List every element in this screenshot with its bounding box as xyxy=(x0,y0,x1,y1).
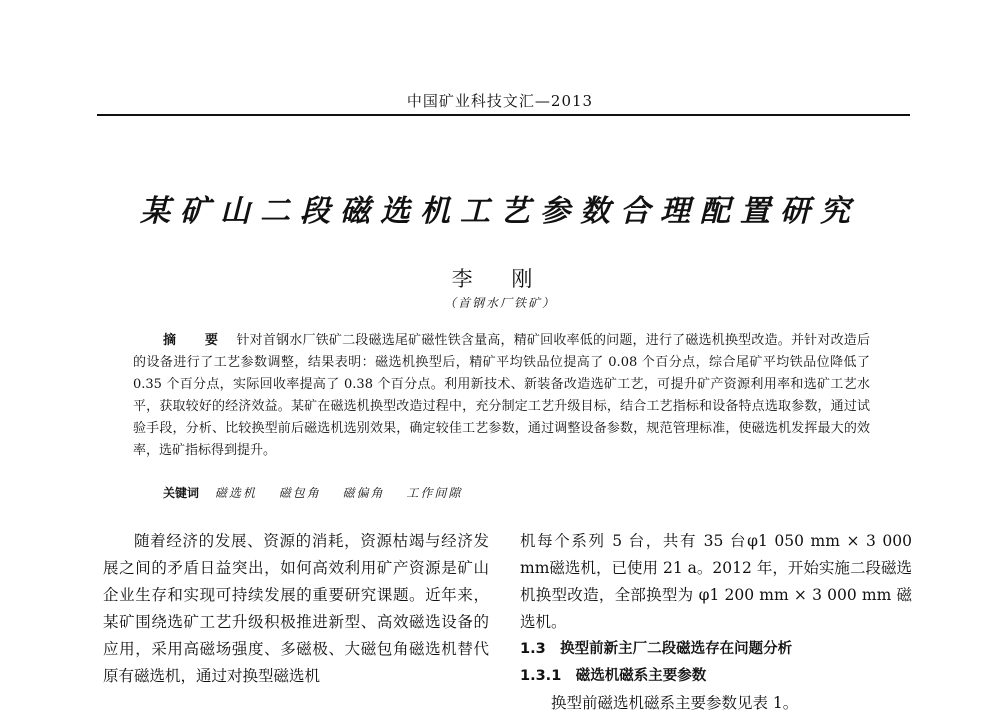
section-heading: 1.3 换型前新主厂二段磁选存在问题分析 xyxy=(520,641,793,657)
keyword-item: 磁选机 xyxy=(214,486,257,500)
paper-author: 李 刚 xyxy=(451,267,549,291)
body-paragraph: 机每个系列 5 台，共有 35 台φ1 050 mm × 3 000 mm磁选机，已使用 21 a。2012 年，开始实施二段磁选机换型改造，全部换型为 φ1 200 mm × 3 000 mm 磁选机。 xyxy=(520,532,912,631)
abstract-label: 摘 要 xyxy=(163,333,231,348)
keywords xyxy=(163,484,870,501)
paper-affiliation: （首钢水厂铁矿） xyxy=(443,296,556,310)
abstract-text: 针对首钢水厂铁矿二段磁选尾矿磁性铁含量高，精矿回收率低的问题，进行了磁选机换型改造。并针对改造后的设备进行了工艺参数调整，结果表明：磁选机换型后，精矿平均铁品位提高了 0.08 个百分点，综合尾矿平均铁品位降低了 0.35 个百分点，实际回收率提高了 0.38 个百分点。利用新技术、新装备改造选矿工艺，可提升矿产资源利用率和选矿工艺水平，获取较好的经济效益。某矿在磁选机换型改造过程中，充分制定工艺升级目标，结合工艺指标和设备特点选取参数，通过试验手段，分析、比较换型前后磁选机选别效果，确定较佳工艺参数，通过调整设备参数，规范管理标准，使磁选机发挥最大的效率，选矿指标得到提升。 xyxy=(133,333,870,458)
paper-title: 某矿山二段磁选机工艺参数合理配置研究 xyxy=(140,194,860,229)
keyword-item: 磁偏角 xyxy=(342,486,385,500)
header-rule xyxy=(97,114,910,116)
body-left-column xyxy=(103,528,489,690)
body-paragraph: 随着经济的发展、资源的消耗，资源枯竭与经济发展之间的矛盾日益突出，如何高效利用矿产资源是矿山企业生存和实现可持续发展的重要研究课题。近年来，某矿围绕选矿工艺升级积极推进新型、高效磁选设备的应用，采用高磁场强度、多磁极、大磁包角磁选机替代原有磁选机，通过对换型磁选机 xyxy=(103,532,489,685)
keyword-item: 磁包角 xyxy=(278,486,321,500)
keywords-label: 关键词 xyxy=(163,486,200,500)
abstract xyxy=(133,330,870,462)
journal-header: 中国矿业科技文汇—2013 xyxy=(406,92,594,110)
body-right-column xyxy=(520,528,912,717)
keyword-item: 工作间隙 xyxy=(406,486,463,500)
subsection-heading: 1.3.1 磁选机磁系主要参数 xyxy=(520,668,707,684)
body-paragraph: 换型前磁选机磁系主要参数见表 1。 xyxy=(551,694,799,712)
